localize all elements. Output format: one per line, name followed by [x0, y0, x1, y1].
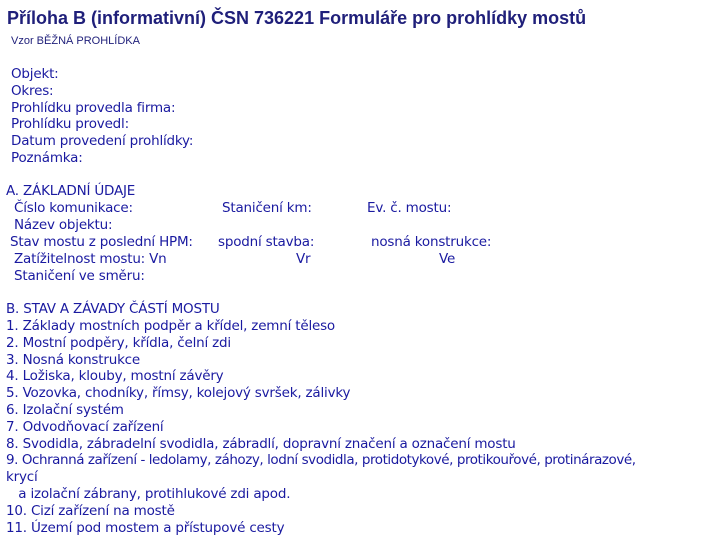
substructure-label: spodní stavba:	[218, 234, 315, 250]
form-type-label: Vzor BĚŽNÁ PROHLÍDKA	[11, 35, 140, 47]
chainage-direction-label: Staničení ve směru:	[14, 268, 145, 284]
list-item: 5. Vozovka, chodníky, římsy, kolejový svršek, zálivky	[6, 385, 351, 402]
list-item: 8. Svodidla, zábradelní svodidla, zábradlí, dopravní značení a označení mostu	[6, 435, 516, 452]
hpm-state-label: Stav mostu z poslední HPM:	[10, 234, 193, 250]
road-number-label: Číslo komunikace:	[14, 200, 133, 216]
list-item: 9. Ochranná zařízení - ledolamy, záhozy, lodní svodidla, protidotykové, protikouřové, protinárazové,	[6, 452, 636, 469]
general-fields	[11, 66, 193, 167]
field-inspection-company: Prohlídku provedla firma:	[11, 99, 176, 116]
field-object: Objekt:	[11, 66, 59, 82]
bridge-number-label: Ev. č. mostu:	[367, 200, 452, 216]
list-item: 2. Mostní podpěry, křídla, čelní zdi	[6, 334, 231, 351]
section-b-heading: B. STAV A ZÁVADY ČÁSTÍ MOSTU	[6, 301, 220, 317]
list-item: 7. Odvodňovací zařízení	[6, 418, 164, 435]
list-item: 3. Nosná konstrukce	[6, 351, 141, 368]
section-a-heading: A. ZÁKLADNÍ ÚDAJE	[6, 183, 136, 199]
object-name-label: Název objektu:	[14, 217, 113, 233]
field-note: Poznámka:	[11, 149, 83, 166]
section-b-list	[6, 318, 636, 536]
list-item: 1. Základy mostních podpěr a křídel, zemní těleso	[6, 318, 335, 334]
list-item: 11. Území pod mostem a přístupové cesty	[6, 519, 285, 536]
field-district: Okres:	[11, 82, 54, 99]
field-inspector: Prohlídku provedl:	[11, 116, 129, 133]
vr-label: Vr	[296, 251, 311, 267]
list-item: 4. Ložiska, klouby, mostní závěry	[6, 368, 224, 385]
page-title: Příloha B (informativní) ČSN 736221 Formuláře pro prohlídky mostů	[7, 8, 587, 28]
chainage-km-label: Staničení km:	[222, 200, 312, 216]
list-item: 10. Cizí zařízení na mostě	[6, 502, 175, 519]
field-inspection-date: Datum provedení prohlídky:	[11, 133, 194, 150]
load-capacity-label: Zatížitelnost mostu: Vn	[14, 251, 167, 267]
ve-label: Ve	[439, 251, 456, 267]
superstructure-label: nosná konstrukce:	[371, 234, 492, 250]
list-item: 6. Izolační systém	[6, 401, 124, 418]
list-item: krycí	[6, 469, 38, 486]
list-item: a izolační zábrany, protihlukové zdi apod.	[6, 485, 291, 502]
